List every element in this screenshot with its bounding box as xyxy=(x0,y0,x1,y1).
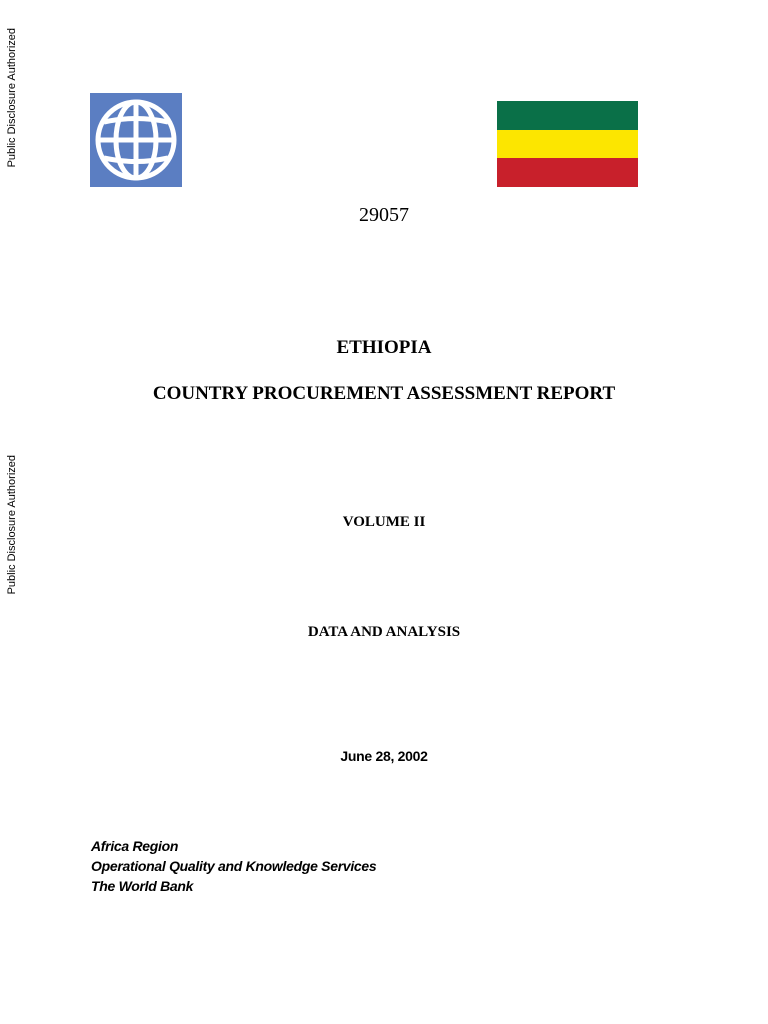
country-heading: ETHIOPIA xyxy=(336,337,432,358)
disclosure-stamp-middle: Public Disclosure Authorized xyxy=(6,455,18,595)
publisher-organization: The World Bank xyxy=(91,878,194,894)
world-bank-logo-icon xyxy=(90,93,182,187)
publisher-region: Africa Region xyxy=(91,838,179,854)
publisher-department: Operational Quality and Knowledge Services xyxy=(91,858,377,874)
report-date: June 28, 2002 xyxy=(340,748,428,764)
disclosure-stamp-top: Public Disclosure Authorized xyxy=(6,28,18,168)
publisher-block xyxy=(91,836,376,896)
flag-band-red xyxy=(497,158,638,187)
document-number: 29057 xyxy=(359,204,409,226)
flag-band-yellow xyxy=(497,130,638,159)
volume-label: VOLUME II xyxy=(342,514,426,530)
volume-subtitle: DATA AND ANALYSIS xyxy=(307,624,461,640)
flag-band-green xyxy=(497,101,638,130)
ethiopia-flag xyxy=(497,101,638,187)
report-title: COUNTRY PROCUREMENT ASSESSMENT REPORT xyxy=(152,383,616,404)
